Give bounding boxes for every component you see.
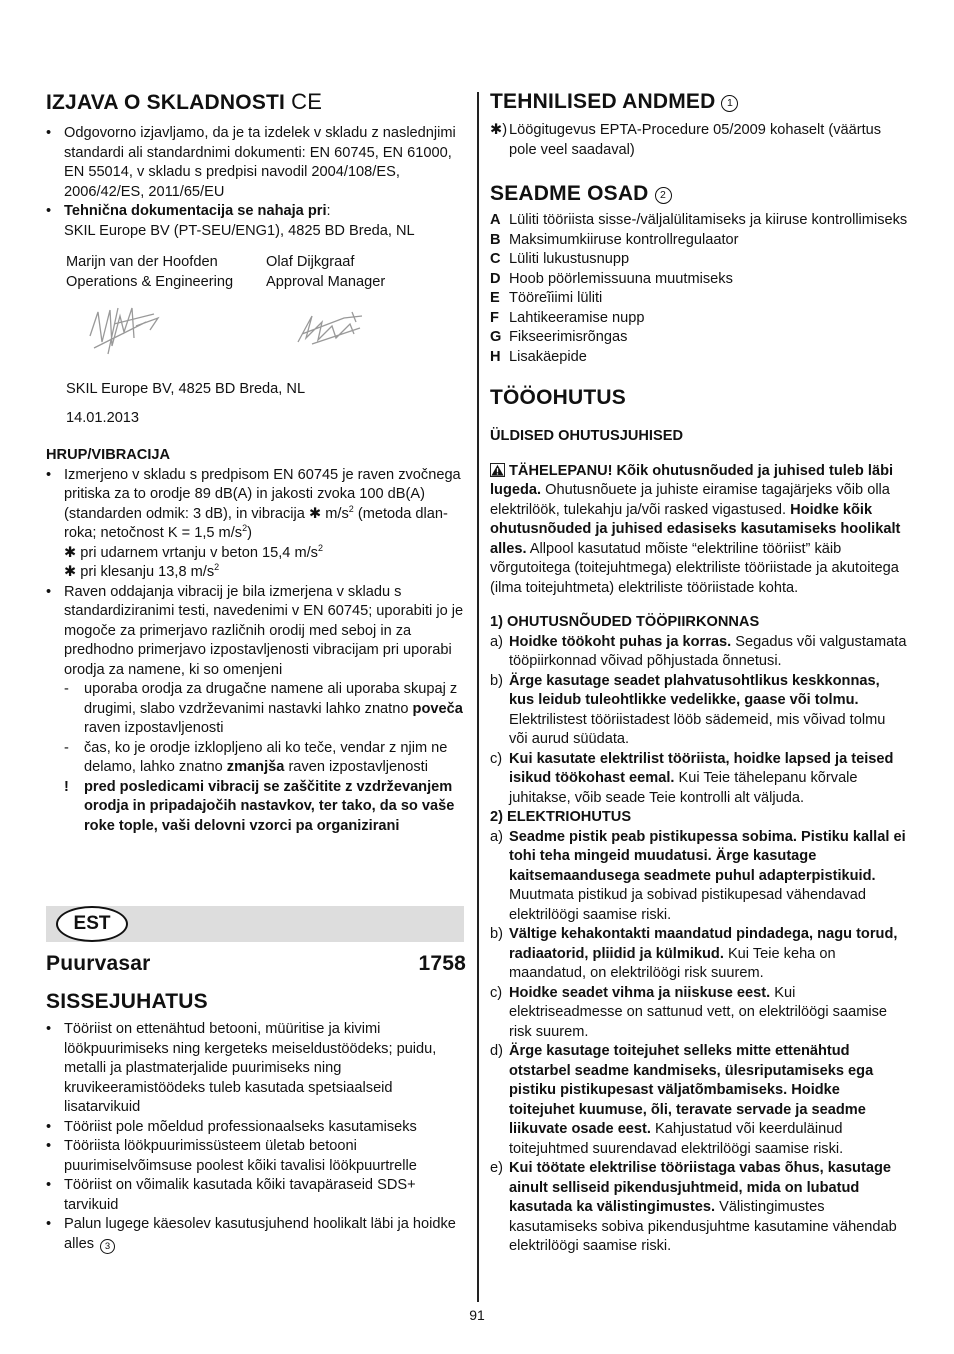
signer-name: Marijn van der Hoofden: [66, 254, 218, 270]
intro-bullet: • Palun lugege käesolev kasutusjuhend hoolikalt läbi ja hoidke alles 3: [46, 1215, 466, 1254]
signature-2-image: [292, 308, 368, 352]
work-area-item: a) Hoidke töökoht puhas ja korras. Segadus või valgustamata tööpiirkonnad võivad põhjustada õnnetusi.: [490, 633, 907, 669]
work-area-item: c) Kui kasutate elektrilist tööriista, hoidke lapsed ja teised isikud töökohast eemal. Kui Teie tähelepanu kõrvale juhitakse, võib seade Teie kontrolli alt väljuda.: [490, 750, 894, 806]
electrical-item: e) Kui töötate elektrilise tööriistaga vabas õhus, kasutage ainult selliseid pikendusjuhtmeid, mida on lubatud kasutada ka välistingimustes. Välistingimustes kasutamiseks sobiva pikendusjuhtme kasutamine vähendab elektrilöögi saamise riski.: [490, 1160, 897, 1254]
declaration-date: 14.01.2013: [66, 409, 140, 426]
general-warning: TÄHELEPANU! Kõik ohutusnõuded ja juhised tuleb läbi lugeda. Ohutusnõuete ja juhiste eiramise tagajärjeks võib olla elektrilöök, tulekahju ja/või rasked vigastused. Hoidke kõik ohutusnõuded ja juhised edasiseks kasutamiseks hoolikalt alles. Allpool kasutatud mõiste “elektriline tööriist” käib võrgutoitega (toitejuhtmega) elektriliste tööriistade ja akutoitega (ilma toitejuhtmeta) elektriliste tööriistade kohta.: [490, 462, 901, 596]
signer-role: Approval Manager: [266, 273, 386, 290]
left-column-lower: [46, 950, 466, 1254]
noise-warning-item: ! pred posledicami vibracij se zaščitite z vzdrževanjem orodja in pripadajočih nastavkov, ter tako, da so vaše roke tople, vaši delovni vzorci pa organizirani: [64, 778, 455, 834]
declaration-bullet: • Tehnična dokumentacija se nahaja pri: SKIL Europe BV (PT-SEU/ENG1), 4825 BD Breda, NL: [46, 202, 466, 241]
noise-list: [46, 466, 466, 837]
column-divider: [477, 92, 479, 1302]
figure-ref: 1: [721, 95, 738, 112]
noise-bullet: • Izmerjeno v skladu s predpisom EN 60745 je raven zvočnega pritiska za to orodje 89 dB(A) in jakosti zvoka 100 dB(A) (standarden odmik: 3 dB), in vibracija ✱ $m/s^2$ (metoda dlan-roka; netočnost K = 1,5 $m/s^2$): [46, 466, 466, 544]
signatures: [46, 302, 466, 368]
figure-ref: 3: [100, 1239, 115, 1254]
warning-icon: [490, 463, 505, 477]
noise-dash-item: - čas, ko je orodje izklopljeno ali ko teče, vendar z njim ne delamo, lahko znatno zmanjša raven izpostavljenosti: [64, 739, 448, 775]
intro-bullet: • Tööriist pole mõeldud professionaalseks kasutamiseks: [46, 1118, 466, 1138]
parts-title: SEADME OSAD 2: [490, 180, 908, 208]
part-item: F Lahtikeeramise nupp: [490, 309, 645, 326]
electrical-item: a) Seadme pistik peab pistikupessa sobima. Pistiku kallal ei tohi teha mingeid muudatusi. Ärge kasutage kaitsemaandusega seadmete puhul adapterpistikuid. Muutmata pistikud ja sobivad pistikupesad vähendavad elektrilöögi saamise riski.: [490, 828, 906, 923]
part-item: H Lisakäepide: [490, 348, 587, 365]
product-header: [46, 950, 466, 978]
parts-list: [490, 211, 908, 367]
page-number: 91: [469, 1307, 485, 1323]
right-column: [490, 88, 908, 1257]
company-address: SKIL Europe BV, 4825 BD Breda, NL: [66, 381, 306, 397]
product-name: Puurvasar: [46, 952, 151, 975]
signature-1-image: [84, 302, 164, 358]
intro-bullet: • Tööriista löökpuurimissüsteem ületab betooni puurimiselvõimsuse poolest kõiki tavalisi löökpuurtrelle: [46, 1137, 466, 1176]
work-area-title: 1) OHUTUSNÕUDED TÖÖPIIRKONNAS: [490, 614, 760, 630]
noise-dash-item: - uporaba orodja za drugačne namene ali uporaba skupaj z drugimi, slabo vzdrževanimi nastavki lahko znatno poveča raven izpostavljenosti: [64, 681, 463, 736]
tech-note: ✱) Löögitugevus EPTA-Procedure 05/2009 kohaselt (väärtus pole veel saadaval): [490, 122, 882, 158]
left-column: [46, 88, 466, 836]
declaration-list: [46, 124, 466, 241]
figure-ref: 2: [655, 187, 672, 204]
part-item: E Tööreĩiimi lüliti: [490, 290, 603, 306]
electrical-list: [490, 828, 908, 1257]
work-area-item: b) Ärge kasutage seadet plahvatusohtlikus keskkonnas, kus leidub tuleohtlikke vedelikke, gaase või tolmu. Elektrilistest tööriistadest lööb sädemeid, mis võivad tolmu või aurud süüdata.: [490, 672, 886, 747]
ce-mark: CE: [291, 89, 323, 114]
noise-star-item: ✱ pri klesanju 13,8 $m/s^2$: [64, 562, 220, 580]
part-item: A Lüliti tööriista sisse-/väljalülitamiseks ja kiiruse kontrollimiseks: [490, 212, 908, 228]
work-area-list: [490, 633, 908, 809]
electrical-item: d) Ärge kasutage toitejuhet selleks mitte ettenähtud otstarbel seadme kandmiseks, ülesriputamiseks ega pistiku pistikupesast väljatõmbamiseks. Hoidke toitejuhet kuumuse, õli, teravate servade ja seadme liikuvate osade eest. Kahjustatud või keerduläinud toitejuhtmed suurendavad elektrilöögi saamise riski.: [490, 1043, 874, 1157]
noise-title: HRUP/VIBRACIJA: [46, 447, 171, 463]
signature-names: [46, 253, 466, 292]
part-item: B Maksimumkiiruse kontrollregulaator: [490, 231, 739, 248]
intro-list: [46, 1020, 466, 1254]
electrical-title: 2) ELEKTRIOHUTUS: [490, 809, 632, 825]
language-bar: [46, 906, 464, 942]
intro-title: SISSEJUHATUS: [46, 990, 208, 1013]
tech-title: TEHNILISED ANDMED 1: [490, 88, 908, 116]
general-safety-title: ÜLDISED OHUTUSJUHISED: [490, 428, 683, 444]
product-number: 1758: [418, 952, 466, 975]
part-item: C Lüliti lukustusnupp: [490, 251, 630, 267]
electrical-item: b) Vältige kehakontakti maandatud pindadega, nagu torud, radiaatorid, pliidid ja külmikud. Kui Teie keha on maandatud, on elektrilöögi risk suurem.: [490, 926, 898, 981]
declaration-bullet: • Odgovorno izjavljamo, da je ta izdelek v skladu z naslednjimi standardi ali standardnimi dokumenti: EN 60745, EN 61000, EN 55014, v skladu s predpisi navodil 2004/108/ES, 2006/42/ES, 2011/65/EU: [46, 124, 466, 202]
intro-bullet: • Tööriist on ettenähtud betooni, müüritise ja kivimi löökpuurimiseks ning kergeteks meiseldustöödeks; puidu, metalli ja plastmaterjalide puurimiseks ning kruvikeeramistöödeks tuleb kasutada spetsiaalseid lisatarvikuid: [46, 1020, 466, 1118]
signer-name: Olaf Dijkgraaf: [266, 254, 355, 270]
language-badge: EST: [56, 906, 128, 942]
signer-role: Operations & Engineering: [66, 273, 234, 290]
declaration-title: IZJAVA O SKLADNOSTI CE: [46, 89, 323, 114]
noise-bullet: • Raven oddajanja vibracij je bila izmerjena v skladu s standardiziranimi testi, navedenimi v EN 60745; uporabiti jo je mogoče za primerjavo različnih orodij med seboj in za predhodno primerjavo izpostavljenosti vibracijam pri uporabi orodja za namene, ki so omenjeni: [46, 583, 466, 681]
electrical-item: c) Hoidke seadet vihma ja niiskuse eest. Kui elektriseadmesse on sattunud vett, on elektrilöögi saamise risk suurem.: [490, 984, 888, 1040]
noise-star-item: ✱ pri udarnem vrtanju v beton 15,4 $m/s^2$: [64, 542, 323, 561]
part-item: D Hoob pöörlemissuuna muutmiseks: [490, 270, 733, 287]
part-item: G Fikseerimisrõngas: [490, 329, 628, 345]
safety-title: TÖÖOHUTUS: [490, 386, 626, 409]
intro-bullet: • Tööriist on võimalik kasutada kõiki tavapäraseid SDS+ tarvikuid: [46, 1176, 466, 1215]
